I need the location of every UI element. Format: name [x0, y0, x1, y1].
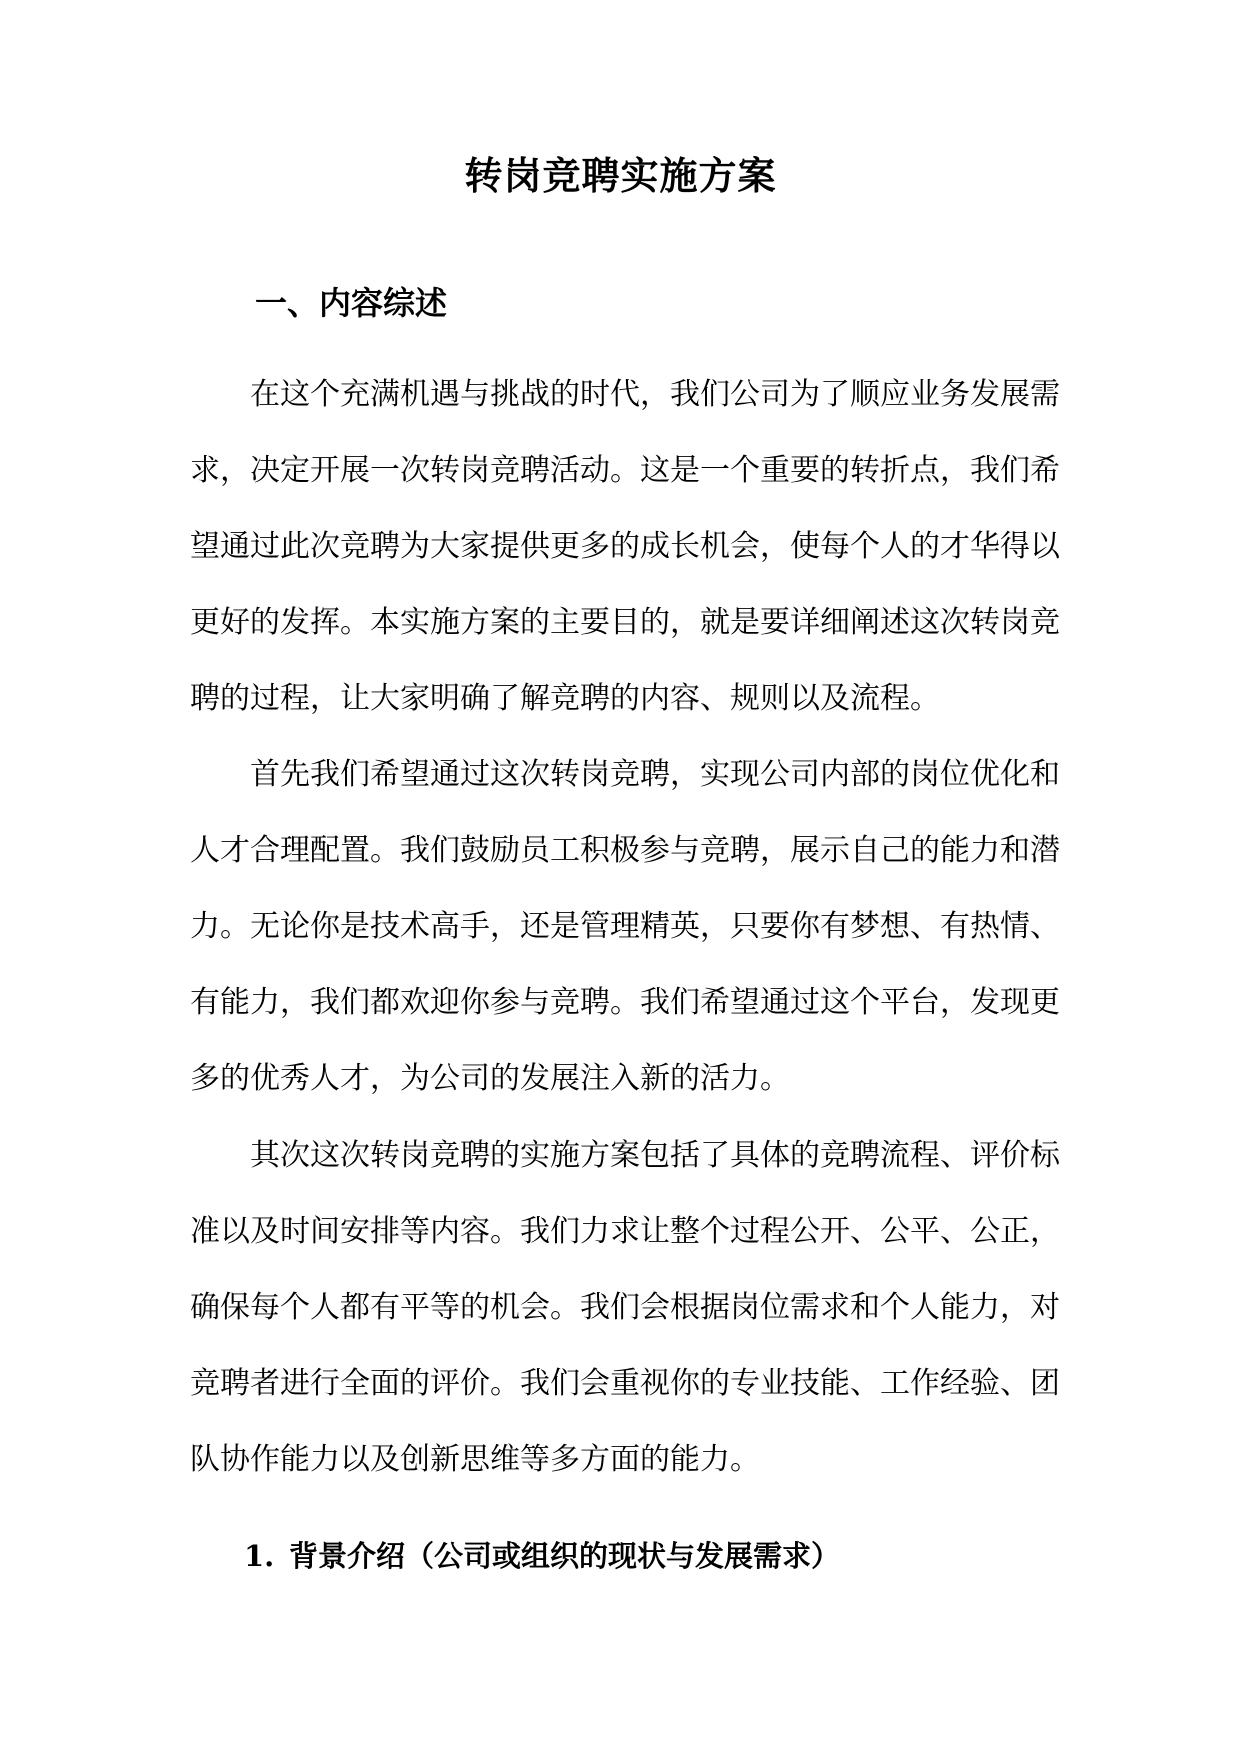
body-paragraph-2: 首先我们希望通过这次转岗竞聘，实现公司内部的岗位优化和人才合理配置。我们鼓励员工积极参与竞聘，展示自己的能力和潜力。无论你是技术高手，还是管理精英，只要你有梦想、有热情、有能力，我们都欢迎你参与竞聘。我们希望通过这个平台，发现更多的优秀人才，为公司的发展注入新的活力。: [190, 757, 1060, 1096]
subsection-heading-background: [244, 1530, 840, 1582]
subsection-title: 背景介绍（公司或组织的现状与发展需求）: [289, 1539, 841, 1573]
document-title: 转岗竞聘实施方案: [464, 153, 777, 198]
section-heading-overview: 一、内容综述: [255, 284, 448, 322]
body-paragraph-1: 在这个充满机遇与挑战的时代，我们公司为了顺应业务发展需求，决定开展一次转岗竞聘活动。这是一个重要的转折点，我们希望通过此次竞聘为大家提供更多的成长机会，使每个人的才华得以更好的发挥。本实施方案的主要目的，就是要详细阐述这次转岗竞聘的过程，让大家明确了解竞聘的内容、规则以及流程。: [190, 377, 1060, 716]
body-paragraph-3: 其次这次转岗竞聘的实施方案包括了具体的竞聘流程、评价标准以及时间安排等内容。我们力求让整个过程公开、公平、公正，确保每个人都有平等的机会。我们会根据岗位需求和个人能力，对竞聘者进行全面的评价。我们会重视你的专业技能、工作经验、团队协作能力以及创新思维等多方面的能力。: [190, 1138, 1060, 1477]
subsection-number: 1.: [244, 1539, 275, 1573]
